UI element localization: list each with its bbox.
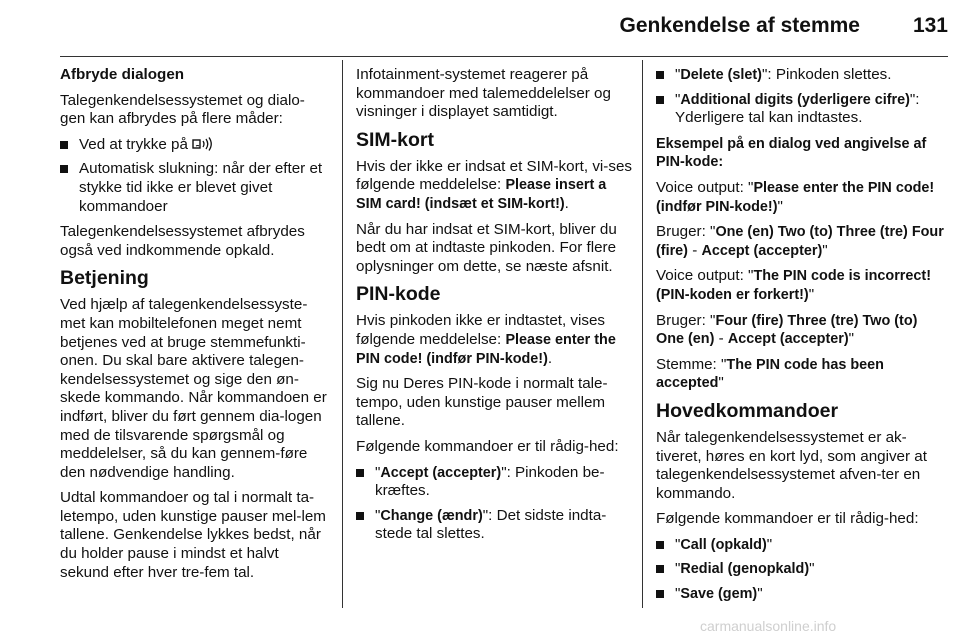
voice-command: Call (opkald)	[680, 536, 767, 553]
voice-command: One (en) Two (to) Three (tre) Four (fire)	[656, 224, 944, 259]
list-item: "Additional digits (yderligere cifre)": Yderligere tal kan indtastes.	[656, 91, 948, 128]
dialog-speaker: Voice output:	[656, 178, 749, 196]
list-item: "Call (opkald)"	[656, 536, 948, 555]
paragraph	[356, 312, 632, 368]
paragraph-text: Hvis pinkoden ikke er indtastet, vises følgende meddelelse:	[356, 312, 606, 348]
paragraph-text: Hvis der ikke er indsat et SIM-kort, vi-ses følgende meddelelse:	[356, 157, 632, 194]
bullet-list	[60, 136, 330, 216]
paragraph: Når du har indsat et SIM-kort, bliver du bedt om at indtaste pinkoden. For flere oplysninger om dette, se næste afsnit.	[356, 220, 617, 275]
column-1	[60, 66, 330, 589]
voice-command: Redial (genopkald)	[680, 561, 810, 578]
list-item-text: : Det sidste indta-stede tal slettes.	[375, 506, 607, 543]
page-number: 131	[912, 14, 948, 37]
list-item	[60, 160, 330, 216]
dialog-line: Voice output: "The PIN code is incorrect! (PIN-koden er forkert!)"	[656, 267, 931, 303]
voice-command: Accept (accepter)	[380, 464, 502, 481]
list-item: "Save (gem)"	[656, 585, 948, 604]
voice-command: Delete (slet)	[680, 67, 762, 83]
punctuation: .	[547, 349, 553, 367]
paragraph: Talegenkendelsessystemet og dialo-gen kan afbrydes på flere måder:	[60, 91, 305, 128]
list-item	[60, 136, 330, 155]
voice-command-icon	[192, 137, 214, 151]
heading-betjening: Betjening	[60, 267, 149, 290]
bullet-icon	[656, 565, 664, 573]
list-item-text: Ved at trykke på	[79, 135, 188, 153]
command-list	[656, 536, 948, 604]
bullet-icon	[656, 71, 664, 79]
column-3	[656, 66, 948, 611]
header-divider	[60, 56, 948, 57]
voice-command: Accept (accepter)	[701, 242, 823, 259]
punctuation: .	[564, 194, 569, 212]
list-item: "Delete (slet)": Pinkoden slettes.	[656, 66, 948, 85]
column-2	[356, 66, 632, 551]
dialog-speaker: Bruger:	[656, 311, 711, 329]
display-message: Please enter the PIN code! (indfør PIN-kode!)	[356, 331, 616, 367]
voice-command: Please enter the PIN code! (indfør PIN-kode!)	[656, 179, 935, 215]
bullet-icon	[656, 96, 664, 104]
column-divider-2	[642, 60, 643, 608]
paragraph: Talegenkendelsessystemet afbrydes også ved indkommende opkald.	[60, 223, 305, 259]
bullet-icon	[60, 141, 68, 149]
list-item: "Redial (genopkald)"	[656, 560, 948, 579]
bullet-icon	[60, 165, 68, 173]
command-list	[356, 464, 632, 544]
display-message: Please insert a SIM card! (indsæt et SIM-kort!)	[356, 177, 607, 212]
voice-command: Additional digits (yderligere cifre)	[680, 91, 910, 108]
paragraph: Følgende kommandoer er til rådig-hed:	[656, 510, 919, 528]
voice-command: Four (fire) Three (tre) Two (to) One (en)	[656, 312, 918, 348]
paragraph: Følgende kommandoer er til rådig-hed:	[356, 437, 619, 455]
dialog-speaker: Stemme:	[656, 355, 721, 373]
voice-command: Change (ændr)	[380, 507, 483, 524]
dialog-speaker: Voice output:	[656, 267, 749, 285]
command-list	[656, 66, 948, 128]
paragraph: Når talegenkendelsessystemet er ak-tiveret, høres en kort lyd, som angiver at talegenkendelsessystemet afven-ter en kommando.	[656, 428, 927, 502]
bullet-icon	[656, 541, 664, 549]
column-divider-1	[342, 60, 343, 608]
voice-command: Accept (accepter)	[727, 331, 849, 348]
bullet-icon	[356, 469, 364, 477]
paragraph: Ved hjælp af talegenkendelsessyste-met kan mobiltelefonen meget nemt betjenes ved at bruge stemmefunkti-onen. Du skal bare aktivere talegen-kendelsessystemet og sige den øn-skede kommando. Når kommandoen er indført, bliver du ført gennem dia-logen med de tilsvarende spørgsmål og meddelelser, så du kan gennem-føre den nødvendige handling.	[60, 296, 327, 481]
dialog-speaker: Bruger:	[656, 223, 711, 241]
dialog-line: Bruger: "One (en) Two (to) Three (tre) Four (fire) - Accept (accepter)"	[656, 223, 944, 259]
heading-example-dialog: Eksempel på en dialog ved angivelse af PIN-kode:	[656, 135, 927, 171]
list-item-text: : Pinkoden be-kræftes.	[375, 463, 605, 500]
heading-sim-kort: SIM-kort	[356, 128, 434, 151]
dialog-line: Stemme: "The PIN code has been accepted"	[656, 355, 884, 392]
list-item: "Accept (accepter)": Pinkoden be-kræftes.	[356, 464, 632, 501]
dialog-line: Voice output: "Please enter the PIN code! (indfør PIN-kode!)"	[656, 178, 935, 215]
bullet-icon	[656, 590, 664, 598]
list-item-text: : Yderligere tal kan indtastes.	[675, 90, 920, 127]
voice-command: The PIN code is incorrect! (PIN-koden er forkert!)	[656, 268, 931, 303]
paragraph: Infotainment-systemet reagerer på kommandoer med talemeddelelser og visninger i displayet samtidigt.	[356, 66, 611, 121]
separator: -	[714, 330, 728, 348]
separator: -	[687, 241, 702, 259]
list-item-text: Automatisk slukning: når der efter et stykke tid ikke er blevet givet kommandoer	[79, 160, 323, 215]
page-header-title: Genkendelse af stemme	[619, 14, 860, 37]
paragraph	[356, 158, 632, 214]
list-item-text: : Pinkoden slettes.	[767, 66, 892, 83]
heading-pin-kode: PIN-kode	[356, 283, 441, 306]
heading-hovedkommandoer: Hovedkommandoer	[656, 399, 839, 422]
voice-command: The PIN code has been accepted	[656, 356, 884, 392]
dialog-line: Bruger: "Four (fire) Three (tre) Two (to) One (en) - Accept (accepter)"	[656, 311, 918, 348]
voice-command: Save (gem)	[680, 586, 758, 603]
bullet-icon	[356, 512, 364, 520]
watermark: carmanualsonline.info	[700, 618, 837, 634]
list-item: "Change (ændr)": Det sidste indta-stede tal slettes.	[356, 507, 632, 544]
paragraph: Sig nu Deres PIN-kode i normalt tale-tempo, uden kunstige pauser mellem tallene.	[356, 375, 608, 430]
paragraph: Udtal kommandoer og tal i normalt ta-letempo, uden kunstige pauser mel-lem tallene. Genkendelse lykkes bedst, når du holder pause i mindst et halvt sekund efter hver tre-fem tal.	[60, 489, 326, 581]
heading-afbryde-dialogen: Afbryde dialogen	[60, 66, 185, 83]
